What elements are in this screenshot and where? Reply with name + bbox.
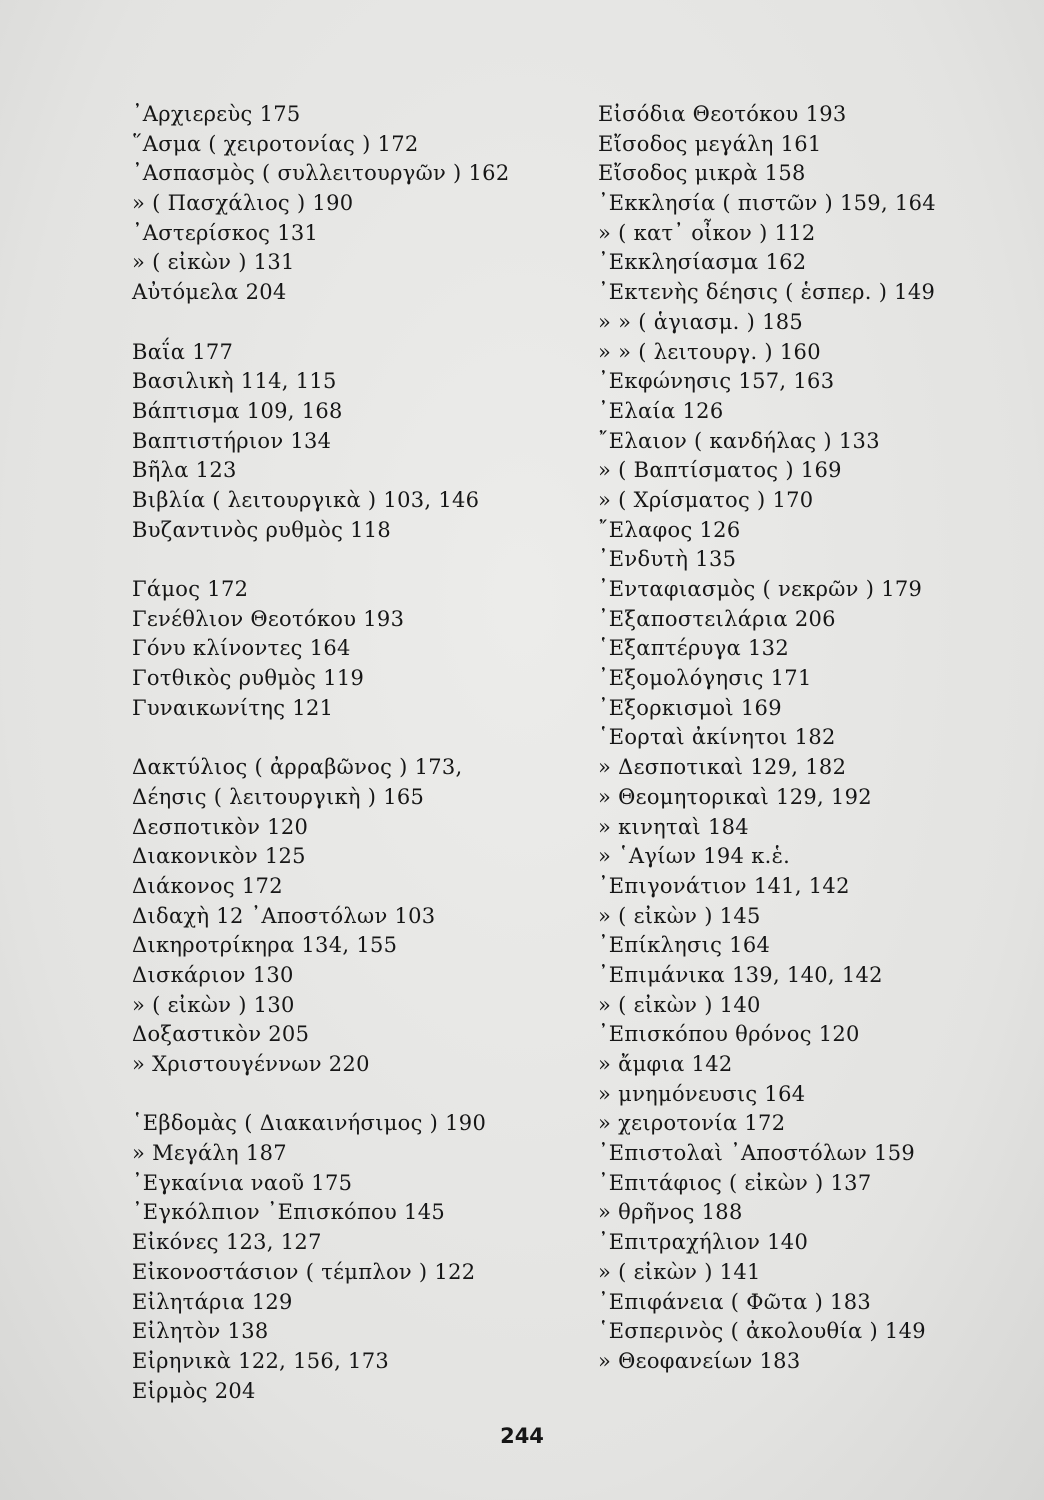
index-entry: ᾿Επισκόπου θρόνος 120 — [598, 1022, 860, 1047]
index-entry: » Δεσποτικαὶ 129, 182 — [598, 755, 847, 780]
index-entry: ᾿Αστερίσκος 131 — [132, 220, 319, 245]
index-entry: ᾿Ενδυτὴ 135 — [598, 547, 737, 572]
index-entry: » ῾Αγίων 194 κ.ἑ. — [598, 844, 791, 869]
index-entry: ῾Εορταὶ ἀκίνητοι 182 — [598, 725, 836, 750]
index-entry: Εἰλητὸν 138 — [132, 1319, 269, 1344]
index-entry: ᾿Επιτραχήλιον 140 — [598, 1230, 809, 1255]
index-entry: ῾Εβδομὰς ( Διακαινήσιμος ) 190 — [132, 1111, 487, 1136]
index-entry: » Χριστουγέννων 220 — [132, 1052, 370, 1076]
index-entry: ᾿Εγκόλπιον ᾿Επισκόπου 145 — [132, 1200, 446, 1225]
index-entry: ᾿Εγκαίνια ναοῦ 175 — [132, 1170, 353, 1195]
index-entry: Διακονικὸν 125 — [132, 844, 306, 869]
index-entry: Δέησις ( λειτουργικὴ ) 165 — [132, 784, 425, 809]
index-entry: ῎Ελαφος 126 — [598, 517, 741, 542]
index-entry: » κινηταὶ 184 — [598, 814, 749, 839]
section-gap — [132, 723, 572, 753]
index-entry: Εἱρμὸς 204 — [132, 1378, 256, 1403]
index-entry: Δεσποτικὸν 120 — [132, 814, 309, 839]
page-number: 244 — [500, 1424, 544, 1448]
index-entry: ᾿Επιφάνεια ( Φῶτα ) 183 — [598, 1289, 872, 1314]
index-entry: Εἰκόνες 123, 127 — [132, 1230, 322, 1255]
index-entry: Βαπτιστήριον 134 — [132, 428, 332, 453]
index-entry: » ( Χρίσματος ) 170 — [598, 487, 814, 512]
index-entry: Βῆλα 123 — [132, 458, 237, 483]
index-entry: ᾿Εξαποστειλάρια 206 — [598, 606, 836, 631]
index-entry: » » ( λειτουργ. ) 160 — [598, 339, 821, 364]
index-entry: ᾿Εκφώνησις 157, 163 — [598, 369, 835, 394]
index-entry: Διδαχὴ 12 ᾿Αποστόλων 103 — [132, 903, 436, 928]
index-entry: Γοτθικὸς ρυθμὸς 119 — [132, 666, 365, 691]
index-entry: Αὐτόμελα 204 — [132, 280, 287, 305]
index-entry: » ( κατ᾿ οἶκον ) 112 — [598, 220, 816, 245]
index-entry: ᾿Αρχιερεὺς 175 — [132, 102, 301, 126]
index-entry: ᾿Επιτάφιος ( εἰκὼν ) 137 — [598, 1170, 872, 1195]
index-entry: Δοξαστικὸν 205 — [132, 1022, 310, 1047]
index-entry: Βυζαντινὸς ρυθμὸς 118 — [132, 517, 392, 542]
index-entry: » ἄμφια 142 — [598, 1052, 733, 1076]
index-entry: » » ( ἁγιασμ. ) 185 — [598, 309, 804, 334]
index-entry: Εἰκονοστάσιον ( τέμπλον ) 122 — [132, 1259, 476, 1284]
index-entry: ᾿Επιγονάτιον 141, 142 — [598, 873, 850, 898]
index-entry: » ( Βαπτίσματος ) 169 — [598, 458, 842, 483]
index-entry: ᾿Ασπασμὸς ( συλλειτουργῶν ) 162 — [132, 161, 510, 186]
index-entry: » ( εἰκὼν ) 145 — [598, 903, 761, 928]
index-entry: Γενέθλιον Θεοτόκου 193 — [132, 606, 405, 631]
index-entry: ᾿Επιστολαὶ ᾿Αποστόλων 159 — [598, 1141, 916, 1166]
index-column-left — [132, 100, 572, 1406]
index-entry: Βάπτισμα 109, 168 — [132, 398, 343, 423]
index-entry: ῾Εσπερινὸς ( ἀκολουθία ) 149 — [598, 1319, 926, 1344]
index-entry: » ( Πασχάλιος ) 190 — [132, 191, 354, 216]
index-entry: Βαΐα 177 — [132, 339, 234, 364]
index-entry: ᾿Εκτενὴς δέησις ( ἑσπερ. ) 149 — [598, 280, 936, 305]
index-entry: Βασιλικὴ 114, 115 — [132, 369, 337, 394]
section-gap — [132, 545, 572, 575]
index-entry: ᾿Εξομολόγησις 171 — [598, 666, 812, 691]
index-entry: ῎Ελαιον ( κανδήλας ) 133 — [598, 428, 880, 453]
index-entry: » ( εἰκὼν ) 140 — [598, 992, 761, 1017]
index-entry: Δακτύλιος ( ἀρραβῶνος ) 173, — [132, 755, 463, 780]
index-entry: Γόνυ κλίνοντες 164 — [132, 636, 351, 661]
index-entry: » Θεομητορικαὶ 129, 192 — [598, 784, 872, 809]
index-entry: Εἰσόδια Θεοτόκου 193 — [598, 102, 847, 126]
index-entry: » Μεγάλη 187 — [132, 1141, 287, 1166]
index-entry: ᾿Εκκλησία ( πιστῶν ) 159, 164 — [598, 191, 936, 216]
index-entry: Διάκονος 172 — [132, 873, 283, 898]
index-entry: Δισκάριον 130 — [132, 962, 294, 987]
section-gap — [132, 308, 572, 338]
index-entry: ᾿Ελαία 126 — [598, 398, 724, 423]
index-column-right — [598, 100, 1018, 1377]
index-entry: Βιβλία ( λειτουργικὰ ) 103, 146 — [132, 487, 480, 512]
index-entry: Εἴσοδος μικρὰ 158 — [598, 161, 806, 186]
index-entry: » ( εἰκὼν ) 130 — [132, 992, 295, 1017]
index-entry: » μνημόνευσις 164 — [598, 1081, 806, 1106]
index-entry: » χειροτονία 172 — [598, 1111, 786, 1136]
index-entry: ᾿Εκκλησίασμα 162 — [598, 250, 807, 275]
index-entry: Εἰρηνικὰ 122, 156, 173 — [132, 1348, 390, 1373]
index-entry: Γυναικωνίτης 121 — [132, 695, 334, 720]
index-entry: » Θεοφανείων 183 — [598, 1348, 801, 1373]
index-entry: ᾿Επίκλησις 164 — [598, 933, 771, 958]
index-entry: Δικηροτρίκηρα 134, 155 — [132, 933, 398, 958]
section-gap — [132, 1080, 572, 1110]
index-entry: Εἴσοδος μεγάλη 161 — [598, 131, 822, 156]
index-entry: » ( εἰκὼν ) 131 — [132, 250, 295, 275]
index-entry: ᾿Ενταφιασμὸς ( νεκρῶν ) 179 — [598, 577, 923, 601]
index-entry: ᾿Εξορκισμοὶ 169 — [598, 695, 782, 720]
index-entry: Γάμος 172 — [132, 577, 249, 601]
index-entry: » θρῆνος 188 — [598, 1200, 743, 1225]
index-entry: » ( εἰκὼν ) 141 — [598, 1259, 761, 1284]
index-entry: ῾Εξαπτέρυγα 132 — [598, 636, 789, 661]
index-entry: Εἰλητάρια 129 — [132, 1289, 293, 1314]
index-entry: ᾿Επιμάνικα 139, 140, 142 — [598, 962, 883, 987]
index-entry: ῞Ασμα ( χειροτονίας ) 172 — [132, 131, 419, 156]
